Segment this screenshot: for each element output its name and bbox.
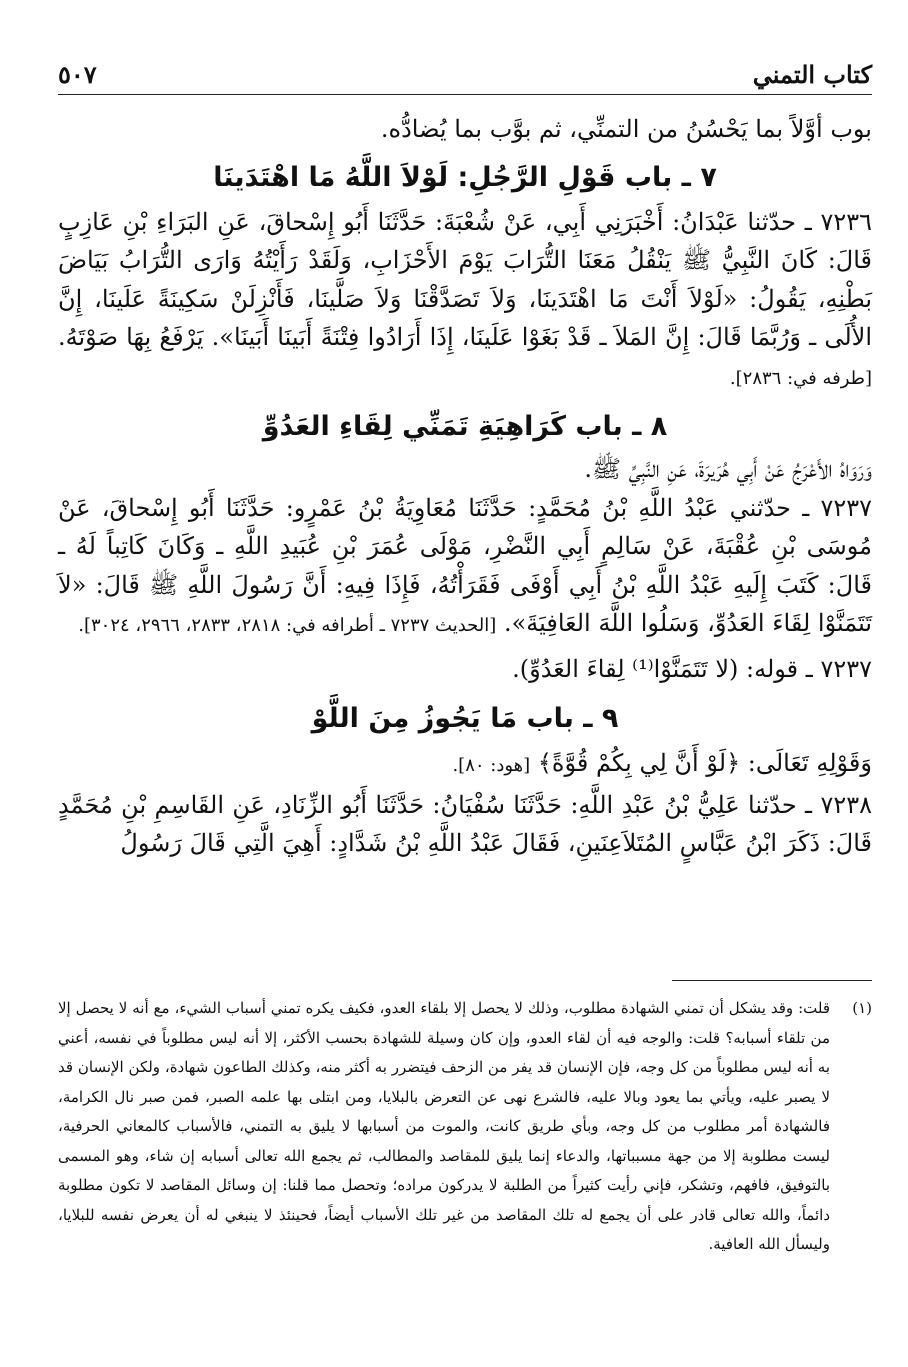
main-text bbox=[58, 110, 872, 863]
narration-note: وَرَوَاهُ الأَعْرَجُ عَنْ أَبِي هُرَيرَةَ، عَنِ النَّبِيِّ ﷺ. bbox=[584, 455, 872, 483]
hadith-cross-reference: [الحديث ٧٢٣٧ ـ أطرافه في: ٢٨١٨، ٢٨٣٣، ٢٩٦٦، ٣٠٢٤]. bbox=[78, 615, 497, 636]
hadith-7237: ٧٢٣٧ ـ حدّثني عَبْدُ اللَّهِ بْنُ مُحَمَّدٍ: حَدَّثَنَا مُعَاوِيَةُ بْنُ عَمْرٍو: حَدَّثَنَا أَبُو إِسْحاقَ، عَنْ مُوسَى بْنِ عُقْبَةَ، عَنْ سَالِمٍ أَبِي النَّضْرِ، مَوْلَى عُمَرَ بْنِ عُبَيدِ اللَّهِ ـ وَكَانَ كَاتِباً لَهُ ـ قَالَ: كَتَبَ إِلَيهِ عَبْدُ اللَّهِ بْنُ أَبِي أَوْفَى فَقَرَأْتُهُ، فَإِذَا فِيهِ: أَنَّ رَسُولَ اللَّهِ ﷺ قَالَ: «لاَ تَتَمَنَّوْا لِقَاءَ العَدُوِّ، وَسَلُوا اللَّهَ العَافِيَةَ». [الحديث ٧٢٣٧ ـ أطرافه في: ٢٨١٨، ٢٨٣٣، ٢٩٦٦، ٣٠٢٤]. bbox=[58, 493, 872, 637]
running-header bbox=[58, 58, 872, 95]
footnote-separator bbox=[672, 980, 872, 981]
intro-line: بوب أوَّلاً بما يَحْسُنُ من التمنِّي، ثم بوَّب بما يُضادُّه. bbox=[380, 115, 872, 143]
verse-reference: [هود: ٨٠]. bbox=[452, 755, 531, 776]
quran-verse-line: وَقَوْلِهِ تَعَالَى: ﴿لَوْ أَنَّ لِي بِكُمْ قُوَّةً﴾ [هود: ٨٠]. bbox=[452, 749, 872, 777]
footnote-number: (١) bbox=[852, 999, 872, 1017]
footnote-text: قلت: وقد يشكل أن تمني الشهادة مطلوب، وذلك لا يحصل إلا بلقاء العدو، فكيف يكره تمني أسباب الشيء، مع أنه لا يحصل إلا من تلقاء أسبابه؟ قلت: والوجه فيه أن لقاء العدو، وإن كان وسيلة للشهادة بحسب الأكثر، إلا أنه ليس مطلوباً في نفسه، أعني به أنه ليس مطلوباً من كل وجه، فإن الإنسان قد يفر من الزحف فيتضرر به أكثر منه، وكذلك الطاعون شهادة، ولكن الإنسان قد لا يصبر عليه، ويأتي بما يعود وبالا عليه، فالشرع نهى عن التعرض بالبلايا، ومن ابتلى بها علمه الصبر، فمن صبر نال الكرامة، فالشهادة أمر مطلوب من كل وجه، وبأي طريق كانت، والموت من أسبابها لا يليق به التمني، فالأسباب كالمعاني الحرفية، ليست مطلوبة إلا من جهة مسبباتها، والدعاء إنما يليق للمقاصد والمطالب، ثم يجمع الله تعالى أسبابه إن شاء، وهو المسمى بالتوفيق، فافهم، وتشكر، فإني رأيت كثيراً من الطلبة لا يدركون مراده؛ وتحصل مما قلنا: إن وسائل المقاصد لا تكون مطلوبة دائماً، والله تعالى قادر على أن يجمع له تلك المقاصد من غير تلك الأسباب أيضاً، فحينئذ لا ينبغي له أن يعرض نفسه للبلايا، وليسأل الله العافية. bbox=[58, 999, 830, 1253]
hadith-cross-reference: [طرفه في: ٢٨٣٦]. bbox=[729, 367, 872, 389]
chapter-heading-7: ٧ ـ باب قَوْلِ الرَّجُلِ: لَوْلاَ اللَّهُ مَا اهْتَدَينَا bbox=[213, 161, 717, 193]
chapter-title: كتاب التمني bbox=[752, 60, 872, 89]
hadith-7238: ٧٢٣٨ ـ حدّثنا عَلِيُّ بْنُ عَبْدِ اللَّهِ: حَدَّثَنَا سُفْيَانُ: حَدَّثَنَا أَبُو الزِّنَادِ، عَنِ القَاسِمِ بْنِ مُحَمَّدٍ قَالَ: ذَكَرَ ابْنُ عَبَّاسٍ المُتَلاَعِنَينِ، فَقَالَ عَبْدُ اللَّهِ بْنُ شَدَّادٍ: أَهِيَ الَّتِي قَالَ رَسُولُ bbox=[58, 790, 872, 857]
commentary-7237: ٧٢٣٧ ـ قوله: (لا تَتَمَنَّوْا⁽¹⁾ لِقاءَ العَدُوِّ). bbox=[512, 654, 872, 683]
chapter-heading-9: ٩ ـ باب مَا يَجُوزُ مِنَ اللَّوْ bbox=[311, 703, 619, 734]
hadith-7236: ٧٢٣٦ ـ حدّثنا عَبْدَانُ: أَخْبَرَنِي أَبِي، عَنْ شُعْبَةَ: حَدَّثَنَا أَبُو إِسْحاقَ، عَنِ البَرَاءِ بْنِ عَازِبٍ قَالَ: كَانَ النَّبِيُّ ﷺ يَنْقُلُ مَعَنَا التُّرَابَ يَوْمَ الأَحْزَابِ، وَلَقَدْ رَأَيْتُهُ وَارَى التُّرَابُ بَيَاضَ بَطْنِهِ، يَقُولُ: «لَوْلاَ أَنْتَ مَا اهْتَدَينَا، وَلاَ تَصَدَّقْنَا وَلاَ صَلَّينَا، فَأَنْزِلَنْ سَكِينَةً عَلَينَا، إِنَّ الأُلَى ـ وَرُبَّمَا قَالَ: إِنَّ المَلاَ ـ قَدْ بَغَوْا عَلَينَا، إِذَا أَرَادُوا فِتْنَةً أَبَينَا أَبَينَا». يَرْفَعُ بِهَا صَوْتَهُ. [طرفه في: ٢٨٣٦]. bbox=[58, 207, 873, 389]
chapter-heading-8: ٨ ـ باب كَرَاهِيَةِ تَمَنِّي لِقَاءِ العَدُوِّ bbox=[262, 411, 668, 442]
footnote bbox=[58, 994, 872, 1260]
book-page bbox=[58, 0, 872, 1367]
page-number: ٥٠٧ bbox=[58, 60, 97, 89]
